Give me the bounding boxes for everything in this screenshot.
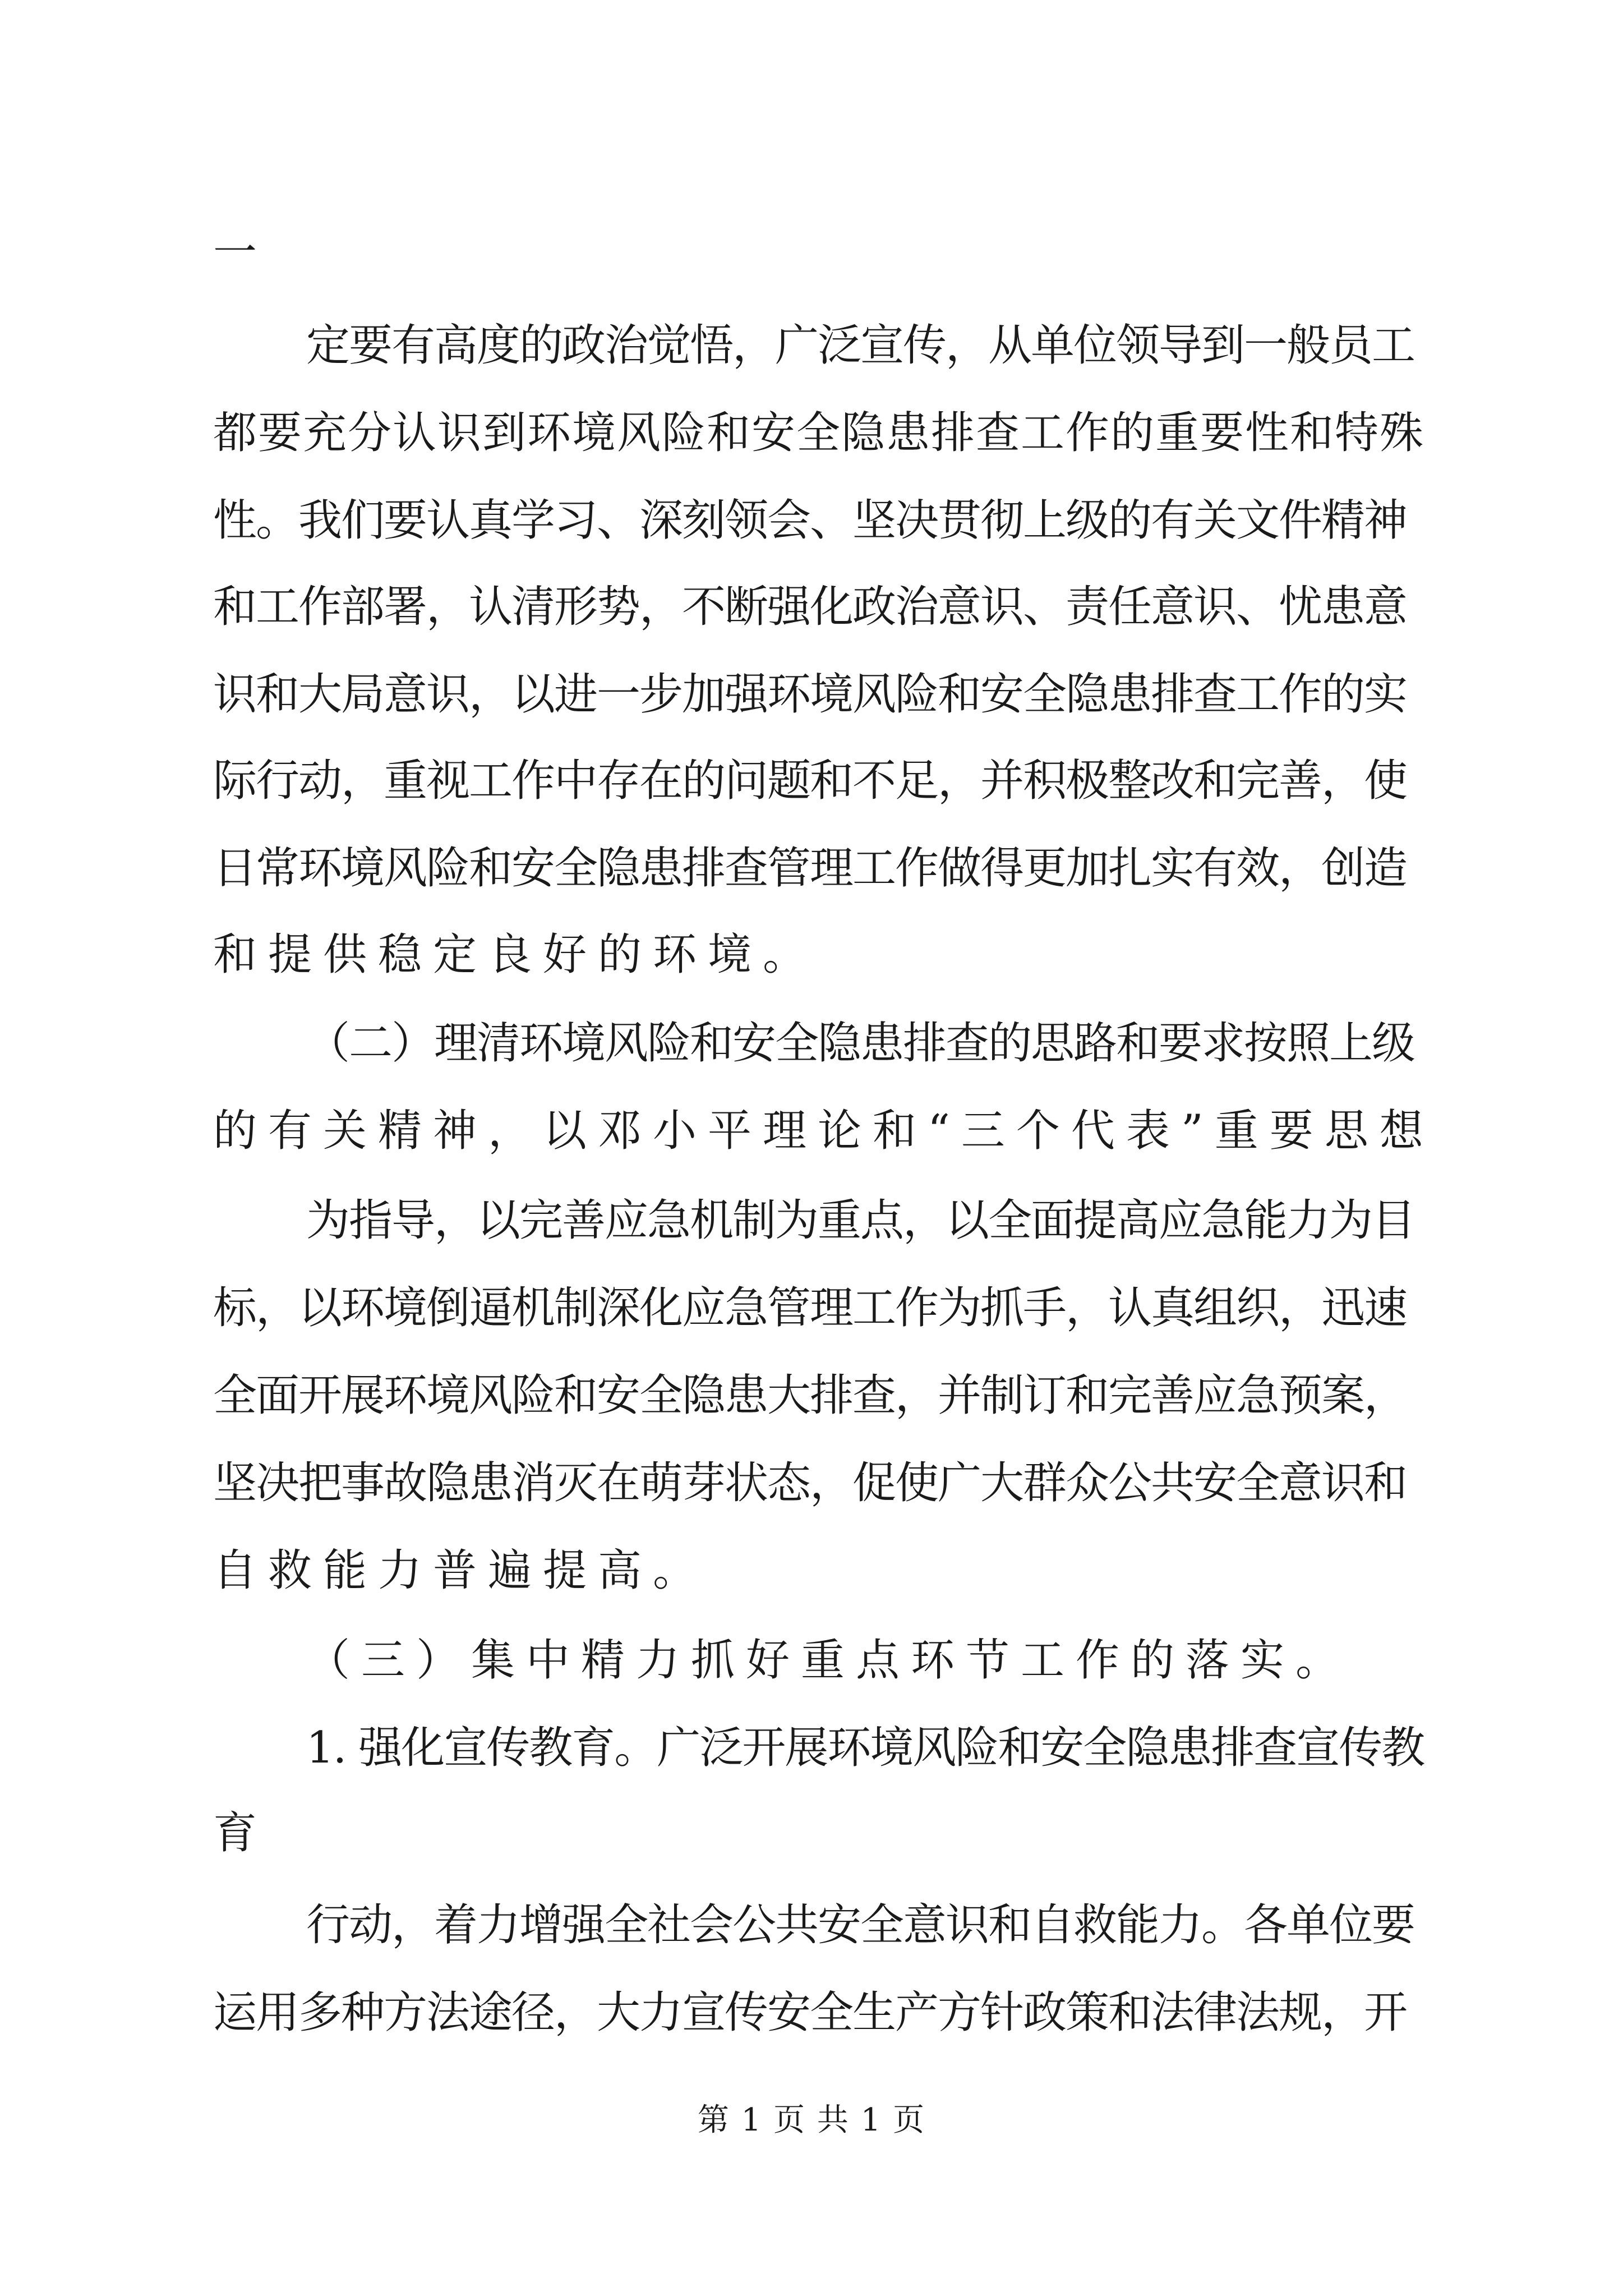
text-line-21: 运用多种方法途径，大力宣传安全生产方针政策和法律法规，开 <box>213 1987 1407 2038</box>
text-line-8: 日常环境风险和安全隐患排查管理工作做得更加扎实有效，创造 <box>213 843 1407 894</box>
text-line-10: （二）理清环境风险和安全隐患排查的思路和要求按照上级 <box>306 1018 1415 1069</box>
text-line-12: 为指导，以完善应急机制为重点，以全面提高应急能力为目 <box>306 1195 1415 1246</box>
text-line-7: 际行动，重视工作中存在的问题和不足，并积极整改和完善，使 <box>213 756 1407 806</box>
text-line-15: 坚决把事故隐患消灭在萌芽状态，促使广大群众公共安全意识和 <box>213 1458 1407 1508</box>
text-line-2: 定要有高度的政治觉悟，广泛宣传，从单位领导到一般员工 <box>306 320 1415 371</box>
text-line-19: 育 <box>213 1808 269 1858</box>
text-line-11: 的有关精神，以邓小平理论和“三个代表”重要思想 <box>213 1106 1435 1156</box>
text-line-4: 性。我们要认真学习、深刻领会、坚决贯彻上级的有关文件精神 <box>213 495 1407 546</box>
text-line-20: 行动，着力增强全社会公共安全意识和自救能力。各单位要 <box>306 1900 1415 1950</box>
text-line-18: 1. 强化宣传教育。广泛开展环境风险和安全隐患排查宣传教 <box>306 1723 1424 1773</box>
text-line-14: 全面开展环境风险和安全隐患大排查，并制订和完善应急预案， <box>213 1370 1407 1421</box>
text-line-17: （三）集中精力抓好重点环节工作的落实。 <box>306 1635 1351 1686</box>
text-line-9: 和提供稳定良好的环境。 <box>213 930 818 980</box>
text-line-1: 一 <box>213 227 269 278</box>
text-line-13: 标，以环境倒逼机制深化应急管理工作为抓手，认真组织，迅速 <box>213 1283 1407 1333</box>
page-number-footer: 第 1 页 共 1 页 <box>697 2102 926 2138</box>
text-line-3: 都要充分认识到环境风险和安全隐患排查工作的重要性和特殊 <box>213 408 1425 458</box>
text-line-6: 识和大局意识，以进一步加强环境风险和安全隐患排查工作的实 <box>213 669 1407 720</box>
text-line-5: 和工作部署，认清形势，不断强化政治意识、责任意识、忧患意 <box>213 582 1407 632</box>
text-line-16: 自救能力普遍提高。 <box>213 1545 708 1596</box>
